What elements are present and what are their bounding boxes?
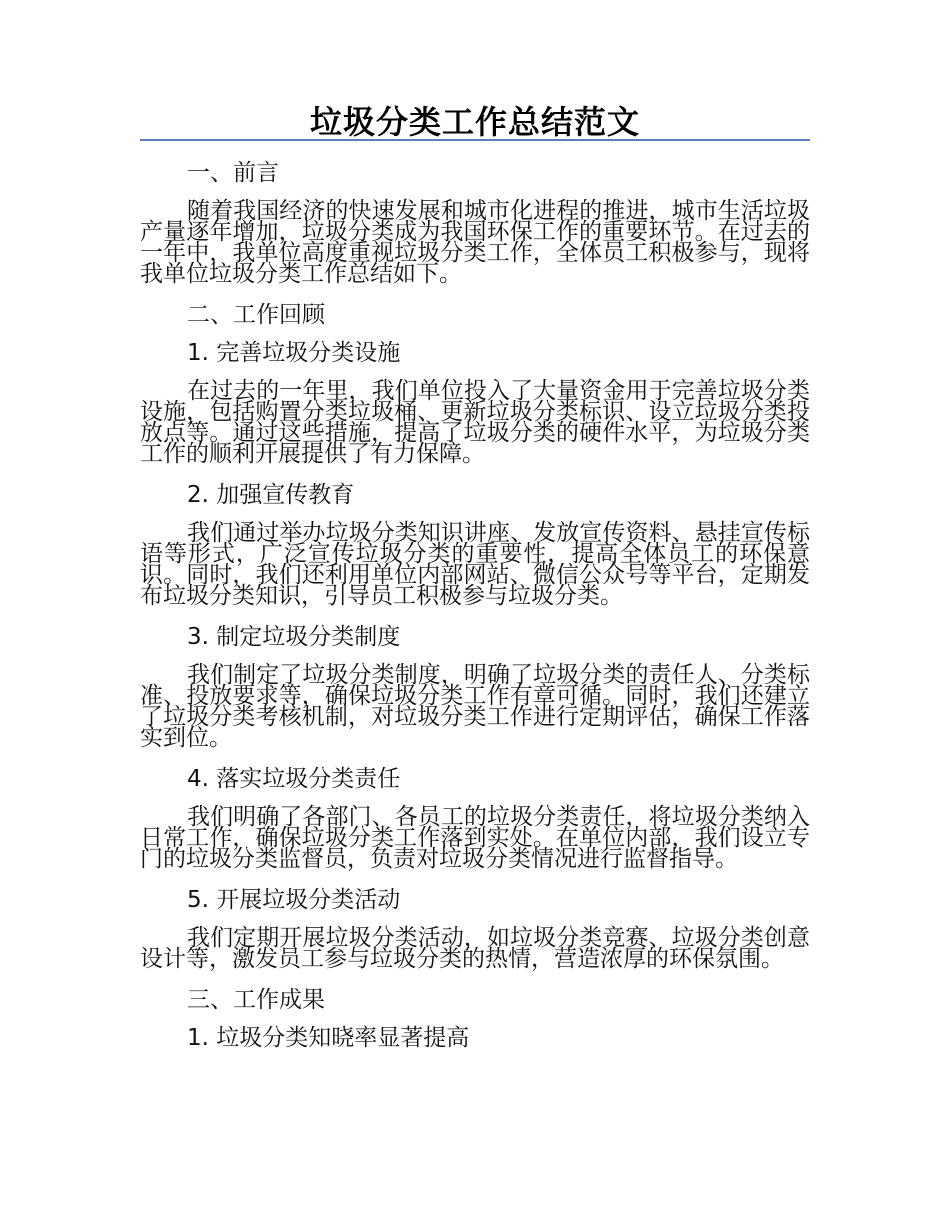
subheading-facilities: 1. 完善垃圾分类设施 bbox=[187, 340, 401, 366]
subheading-rules: 3. 制定垃圾分类制度 bbox=[187, 624, 401, 650]
paragraph-facilities: 在过去的一年里，我们单位投入了大量资金用于完善垃圾分类设施，包括购置分类垃圾桶、更新垃圾分类标识、设立垃圾分类投放点等。通过这些措施，提高了垃圾分类的硬件水平，为垃圾分类工作的顺利开展提供了有力保障。 bbox=[140, 378, 810, 467]
title-underline bbox=[140, 139, 810, 141]
section-heading-results: 三、工作成果 bbox=[187, 987, 325, 1013]
subheading-publicity: 2. 加强宣传教育 bbox=[187, 482, 355, 508]
paragraph-publicity: 我们通过举办垃圾分类知识讲座、发放宣传资料、悬挂宣传标语等形式，广泛宣传垃圾分类的重要性，提高全体员工的环保意识。同时，我们还利用单位内部网站、微信公众号等平台，定期发布垃圾分类知识，引导员工积极参与垃圾分类。 bbox=[140, 520, 810, 609]
paragraph-rules: 我们制定了垃圾分类制度，明确了垃圾分类的责任人、分类标准、投放要求等，确保垃圾分类工作有章可循。同时，我们还建立了垃圾分类考核机制，对垃圾分类工作进行定期评估，确保工作落实到位。 bbox=[140, 662, 810, 751]
document-body bbox=[140, 158, 810, 1061]
section-heading-review: 二、工作回顾 bbox=[187, 302, 325, 328]
subheading-responsibility: 4. 落实垃圾分类责任 bbox=[187, 766, 401, 792]
section-heading-preface: 一、前言 bbox=[187, 160, 279, 186]
page-title: 垃圾分类工作总结范文 bbox=[309, 103, 640, 141]
paragraph-activities: 我们定期开展垃圾分类活动，如垃圾分类竞赛、垃圾分类创意设计等，激发员工参与垃圾分类的热情，营造浓厚的环保氛围。 bbox=[140, 925, 810, 972]
paragraph-preface: 随着我国经济的快速发展和城市化进程的推进，城市生活垃圾产量逐年增加，垃圾分类成为我国环保工作的重要环节。在过去的一年中，我单位高度重视垃圾分类工作，全体员工积极参与，现将我单位垃圾分类工作总结如下。 bbox=[140, 198, 810, 287]
subheading-activities: 5. 开展垃圾分类活动 bbox=[187, 887, 401, 913]
paragraph-responsibility: 我们明确了各部门、各员工的垃圾分类责任，将垃圾分类纳入日常工作，确保垃圾分类工作落到实处。在单位内部，我们设立专门的垃圾分类监督员，负责对垃圾分类情况进行监督指导。 bbox=[140, 804, 810, 872]
subheading-awareness: 1. 垃圾分类知晓率显著提高 bbox=[187, 1025, 470, 1051]
